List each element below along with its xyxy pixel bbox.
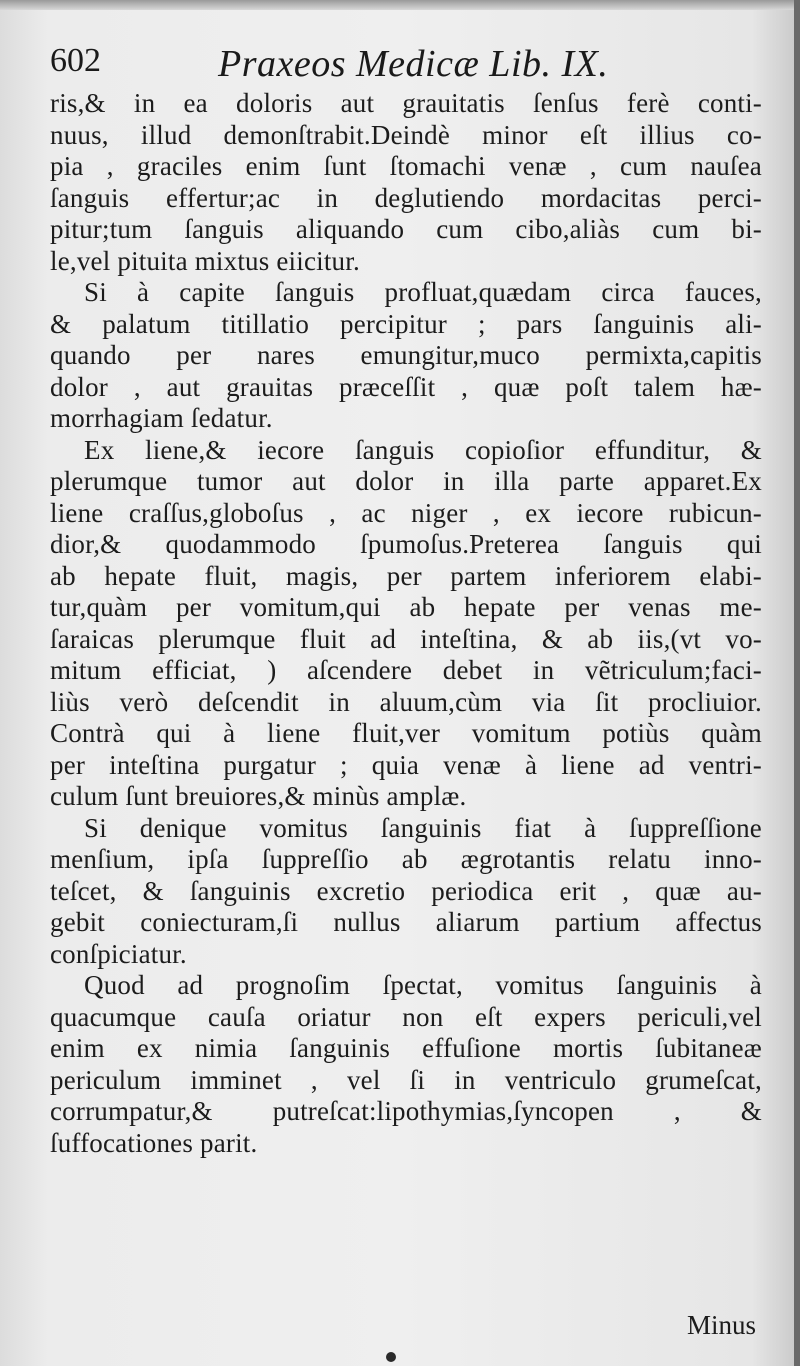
text-line: culum ſunt breuiores,& minùs amplæ. bbox=[50, 781, 467, 811]
text-line: pia , graciles enim ſunt ſtomachi venæ , cum nauſea bbox=[50, 151, 762, 181]
text-line: liene craſſus,globoſus , ac niger , ex iecore rubicun- bbox=[50, 497, 762, 528]
text-line: morrhagiam ſedatur. bbox=[50, 403, 273, 433]
text-line: ſanguis effertur;ac in deglutiendo mordacitas perci- bbox=[50, 182, 762, 213]
page-number: 602 bbox=[50, 42, 101, 79]
text-line: dior,& quodammodo ſpumoſus.Preterea ſanguis qui bbox=[50, 529, 762, 559]
text-line: mitum efficiat, ) aſcendere debet in vẽtriculum;faci- bbox=[50, 655, 762, 685]
text-line: Quod ad prognoſim ſpectat, vomitus ſanguinis à bbox=[84, 970, 762, 1000]
text-line: teſcet, & ſanguinis excretio periodica erit , quæ au- bbox=[50, 875, 762, 906]
text-line: Si à capite ſanguis profluat,quædam circa fauces, bbox=[84, 277, 762, 307]
text-line: per inteſtina purgatur ; quia venæ à liene ad ventri- bbox=[50, 749, 762, 780]
running-head bbox=[50, 38, 730, 94]
text-line: dolor , aut grauitas præceſſit , quæ poſt talem hæ- bbox=[50, 371, 762, 402]
text-line: nuus, illud demonſtrabit.Deindè minor eſt illius co- bbox=[50, 119, 762, 150]
ink-blot bbox=[386, 1352, 396, 1362]
text-line: conſpiciatur. bbox=[50, 938, 187, 969]
text-line: pitur;tum ſanguis aliquando cum cibo,aliàs cum bi- bbox=[50, 214, 762, 244]
text-line: ſaraicas plerumque fluit ad inteſtina, & ab iis,(vt vo- bbox=[50, 623, 762, 654]
text-line: corrumpatur,& putreſcat:lipothymias,ſyncopen , & bbox=[50, 1096, 762, 1126]
text-line: & palatum titillatio percipitur ; pars ſanguinis ali- bbox=[50, 308, 762, 339]
text-line: gebit coniecturam,ſi nullus aliarum partium affectus bbox=[50, 907, 762, 937]
text-line: plerumque tumor aut dolor in illa parte apparet.Ex bbox=[50, 466, 762, 496]
text-line: menſium, ipſa ſuppreſſio ab ægrotantis relatu inno- bbox=[50, 844, 762, 874]
text-line: quando per nares emungitur,muco permixta,capitis bbox=[50, 340, 762, 370]
text-line: Ex liene,& iecore ſanguis copioſior effunditur, & bbox=[84, 434, 762, 465]
text-line: liùs verò deſcendit in aluum,cùm via ſit procliuior. bbox=[50, 686, 762, 717]
text-line: le,vel pituita mixtus eiicitur. bbox=[50, 245, 360, 276]
text-line: ris,& in ea doloris aut grauitatis ſenſus ferè conti- bbox=[50, 88, 762, 118]
text-line: Si denique vomitus ſanguinis fiat à ſuppreſſione bbox=[84, 812, 762, 843]
text-line: quacumque cauſa oriatur non eſt expers periculi,vel bbox=[50, 1001, 762, 1032]
text-line: enim ex nimia ſanguinis effuſione mortis ſubitaneæ bbox=[50, 1033, 762, 1063]
text-line: ab hepate fluit, magis, per partem inferiorem elabi- bbox=[50, 560, 762, 591]
text-line: periculum imminet , vel ſi in ventriculo grumeſcat, bbox=[50, 1064, 762, 1095]
text-line: Contrà qui à liene fluit,ver vomitum potiùs quàm bbox=[50, 718, 762, 748]
text-line: tur,quàm per vomitum,qui ab hepate per venas me- bbox=[50, 592, 762, 622]
text-line: ſuffocationes parit. bbox=[50, 1127, 258, 1158]
page-top-shadow bbox=[0, 0, 800, 10]
running-title: Praxeos Medicæ Lib. IX. bbox=[218, 43, 609, 85]
catchword: Minus bbox=[686, 1310, 756, 1340]
body-text bbox=[50, 88, 762, 1159]
page-right-edge bbox=[794, 0, 800, 1366]
